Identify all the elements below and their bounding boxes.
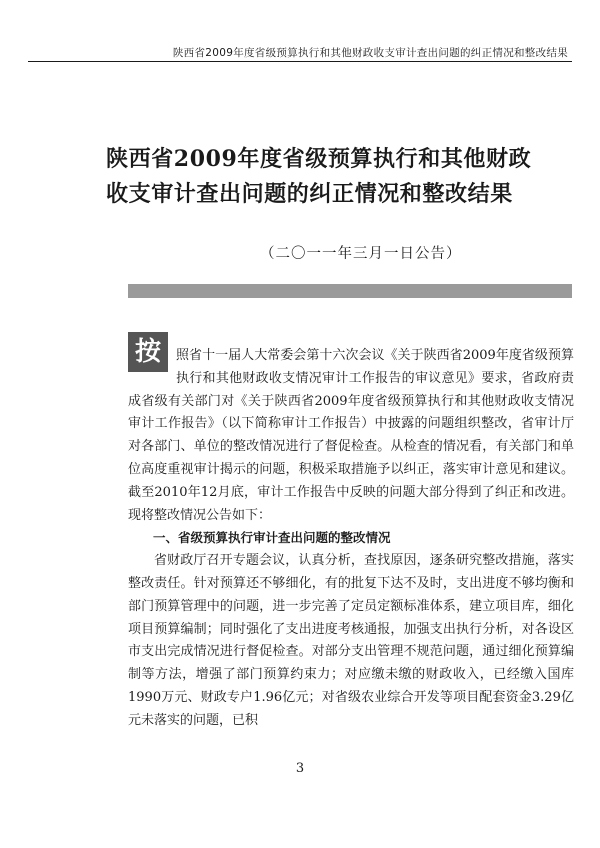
running-header: [0, 42, 600, 64]
dropcap: 按: [128, 332, 168, 372]
section-divider-bar: [128, 284, 572, 298]
running-header-text: 陕西省2009年度省级预算执行和其他财政收支审计查出问题的纠正情况和整改结果: [172, 47, 568, 59]
title-line-2: 收支审计查出问题的纠正情况和整改结果: [106, 181, 513, 207]
header-rule: [28, 61, 572, 62]
document-title: [106, 142, 576, 212]
body-text: [128, 330, 574, 733]
title-line-1: 陕西省2009年度省级预算执行和其他财政: [106, 146, 532, 172]
section-paragraph: 省财政厅召开专题会议，认真分析，查找原因，逐条研究整改措施，落实整改责任。针对预算还不够细化，有的批复下达不及时，支出进度不够均衡和部门预算管理中的问题，进一步完善了定员定额标准体系，建立项目库，细化项目预算编制；同时强化了支出进度考核通报，加强支出执行分析，对各设区市支出完成情况进行督促检查。对部分支出管理不规范问题，通过细化预算编制等方法，增强了部门预算约束力；对应缴未缴的财政收入，已经缴入国库1990万元、财政专户1.96亿元；对省级农业综合开发等项目配套资金3.29亿元未落实的问题，已积: [128, 553, 574, 728]
section-heading: 一、省级预算执行审计查出问题的整改情况: [153, 530, 391, 546]
page-number: 3: [295, 761, 305, 776]
announcement-date: （二〇一一年三月一日公告）: [260, 246, 462, 262]
intro-paragraph: 照省十一届人大常委会第十六次会议《关于陕西省2009年度省级预算执行和其他财政收支情况审计工作报告的审议意见》要求，省政府责成省级有关部门对《关于陕西省2009年度省级预算执行和其他财政收支情况审计工作报告》（以下简称审计工作报告）中披露的问题组织整改，省审计厅对各部门、单位的整改情况进行了督促检查。从检查的情况看，有关部门和单位高度重视审计揭示的问题，积极采取措施予以纠正，落实审计意见和建议。截至2010年12月底，审计工作报告中反映的问题大部分得到了纠正和改进。现将整改情况公告如下：: [128, 348, 574, 523]
